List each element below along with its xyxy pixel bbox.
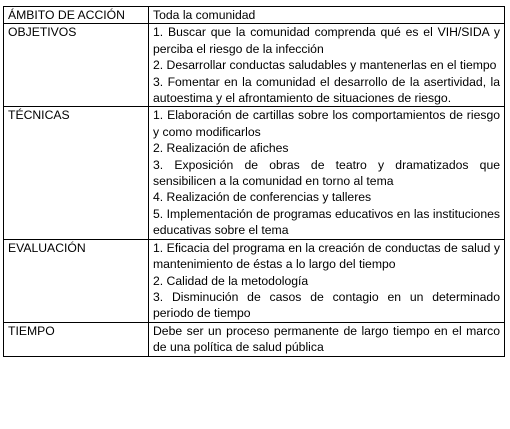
- list-item: 3. Exposición de obras de teatro y dramatizados que sensibilicen a la comunidad en torno al tema: [153, 157, 500, 189]
- row-label-objetivos: OBJETIVOS: [4, 24, 149, 107]
- table-row-evaluacion: [4, 239, 505, 322]
- table-row-tecnicas: [4, 107, 505, 239]
- list-item: 2. Calidad de la metodología: [153, 273, 309, 288]
- action-plan-table: [3, 6, 505, 357]
- table-row-ambito: [4, 7, 505, 24]
- list-item: Debe ser un proceso permanente de largo tiempo en el marco de una política de salud pública: [153, 323, 500, 355]
- list-item: 1. Elaboración de cartillas sobre los comportamientos de riesgo y como modificarlos: [153, 108, 500, 139]
- row-content-tiempo: [149, 322, 505, 356]
- row-label-evaluacion: EVALUACIÓN: [4, 239, 149, 322]
- list-item: 2. Desarrollar conductas saludables y mantenerlas en el tiempo: [153, 58, 497, 73]
- table-row-objetivos: [4, 24, 505, 107]
- list-item: 1. Buscar que la comunidad comprenda qué es el VIH/SIDA y perciba el riesgo de la infección: [153, 25, 500, 56]
- row-label-tecnicas: TÉCNICAS: [4, 107, 149, 239]
- list-item: 5. Implementación de programas educativos en las instituciones educativas sobre el tema: [153, 206, 500, 238]
- list-item: 3. Fomentar en la comunidad el desarrollo de la asertividad, la autoestima y el afrontamiento de situaciones de riesgo.: [153, 74, 500, 106]
- list-item: 4. Realización de conferencias y talleres: [153, 190, 372, 205]
- list-item: 2. Realización de afiches: [153, 141, 289, 156]
- row-content-ambito: [149, 7, 505, 24]
- table-row-tiempo: [4, 322, 505, 356]
- row-label-tiempo: TIEMPO: [4, 322, 149, 356]
- action-plan-table-body: [4, 7, 505, 357]
- list-item: 1. Eficacia del programa en la creación de conductas de salud y mantenimiento de éstas a lo largo del tiempo: [153, 240, 500, 272]
- list-item: Toda la comunidad: [153, 8, 256, 22]
- row-label-ambito: ÁMBITO DE ACCIÓN: [4, 7, 149, 24]
- list-item: 3. Disminución de casos de contagio en un determinado periodo de tiempo: [153, 289, 500, 321]
- row-content-evaluacion: [149, 239, 505, 322]
- row-content-tecnicas: [149, 107, 505, 239]
- row-content-objetivos: [149, 24, 505, 107]
